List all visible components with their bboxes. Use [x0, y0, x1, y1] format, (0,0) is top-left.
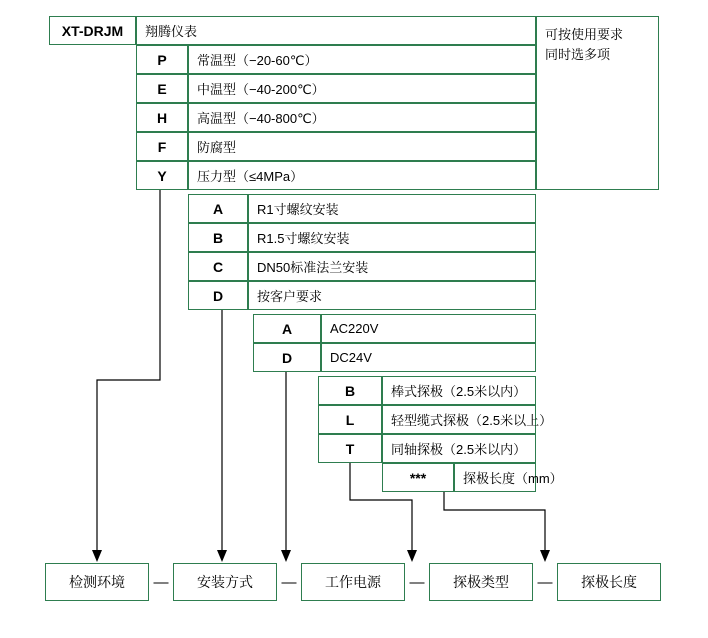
desc-cell-probe-t: [382, 434, 536, 463]
desc-label-power-d: DC24V: [330, 350, 372, 365]
legend-separator-4-label: —: [537, 573, 553, 591]
code-cell-install-b: [188, 223, 248, 252]
desc-label-probe-t: 同轴探极（2.5米以内）: [391, 442, 527, 457]
code-label-probe-b: B: [344, 382, 356, 399]
code-cell-e: [136, 74, 188, 103]
desc-cell-p: [188, 45, 536, 74]
code-label-install-c: C: [212, 258, 224, 275]
legend-box-installation-method: [173, 563, 277, 601]
code-cell-probe-l: [318, 405, 382, 434]
code-label-probe-length: ***: [409, 469, 427, 486]
desc-label-e: 中温型（−40-200℃）: [197, 82, 325, 97]
code-label-install-d: D: [212, 287, 224, 304]
desc-cell-e: [188, 74, 536, 103]
desc-cell-probe-length: [454, 463, 563, 492]
code-label-install-a: A: [212, 200, 224, 217]
code-cell-install-d: [188, 281, 248, 310]
desc-cell-f: [188, 132, 536, 161]
legend-separator-4: [533, 563, 557, 601]
code-label-probe-t: T: [345, 440, 355, 457]
desc-label-install-d: 按客户要求: [257, 289, 323, 304]
legend-box-power-supply: [301, 563, 405, 601]
code-cell-probe-length: [382, 463, 454, 492]
desc-label-power-a: AC220V: [330, 321, 379, 336]
desc-label-install-a: R1寸螺纹安装: [257, 202, 339, 217]
model-code-label: XT-DRJM: [61, 22, 124, 39]
note-cell: [536, 16, 659, 190]
desc-cell-probe-l: [382, 405, 553, 434]
desc-cell-power-a: [321, 314, 536, 343]
legend-label-power-supply: 工作电源: [325, 574, 381, 590]
desc-label-probe-l: 轻型缆式探极（2.5米以上）: [391, 413, 553, 428]
desc-label-p: 常温型（−20-60℃）: [197, 53, 318, 68]
model-code-cell: [49, 16, 136, 45]
code-cell-probe-b: [318, 376, 382, 405]
code-cell-p: [136, 45, 188, 74]
code-label-h: H: [156, 109, 168, 126]
legend-label-installation-method: 安装方式: [197, 574, 253, 590]
note-line-1: 可按使用要求: [545, 27, 624, 42]
brand-name-cell: [136, 16, 536, 45]
code-label-probe-l: L: [345, 411, 355, 428]
code-label-power-d: D: [281, 349, 293, 366]
code-label-e: E: [157, 80, 167, 97]
legend-label-detection-environment: 检测环境: [69, 574, 125, 590]
code-cell-install-c: [188, 252, 248, 281]
code-label-y: Y: [157, 167, 167, 184]
desc-cell-install-a: [248, 194, 536, 223]
legend-box-probe-length: [557, 563, 661, 601]
legend-box-detection-environment: [45, 563, 149, 601]
desc-cell-install-d: [248, 281, 536, 310]
desc-label-f: 防腐型: [197, 140, 237, 155]
code-cell-power-d: [253, 343, 321, 372]
legend-separator-3: [405, 563, 429, 601]
code-cell-probe-t: [318, 434, 382, 463]
legend-label-probe-type: 探极类型: [453, 574, 509, 590]
brand-name-label: 翔腾仪表: [145, 24, 198, 39]
note-line-2: 同时选多项: [545, 47, 611, 62]
desc-cell-install-b: [248, 223, 536, 252]
code-cell-power-a: [253, 314, 321, 343]
code-cell-f: [136, 132, 188, 161]
legend-separator-3-label: —: [409, 573, 425, 591]
code-label-power-a: A: [281, 320, 293, 337]
code-cell-install-a: [188, 194, 248, 223]
legend-separator-1: [149, 563, 173, 601]
legend-label-probe-length: 探极长度: [581, 574, 637, 590]
legend-separator-2-label: —: [281, 573, 297, 591]
desc-cell-h: [188, 103, 536, 132]
desc-cell-install-c: [248, 252, 536, 281]
desc-label-y: 压力型（≤4MPa）: [197, 169, 304, 184]
legend-box-probe-type: [429, 563, 533, 601]
desc-label-install-c: DN50标准法兰安装: [257, 260, 369, 275]
code-label-install-b: B: [212, 229, 224, 246]
code-cell-y: [136, 161, 188, 190]
desc-label-probe-length: 探极长度（mm）: [463, 471, 563, 486]
code-label-p: P: [157, 51, 167, 68]
code-label-f: F: [157, 138, 167, 155]
desc-cell-probe-b: [382, 376, 536, 405]
desc-cell-y: [188, 161, 536, 190]
desc-label-h: 高温型（−40-800℃）: [197, 111, 325, 126]
desc-cell-power-d: [321, 343, 536, 372]
desc-label-probe-b: 棒式探极（2.5米以内）: [391, 384, 527, 399]
legend-separator-1-label: —: [153, 573, 169, 591]
desc-label-install-b: R1.5寸螺纹安装: [257, 231, 350, 246]
code-cell-h: [136, 103, 188, 132]
legend-separator-2: [277, 563, 301, 601]
